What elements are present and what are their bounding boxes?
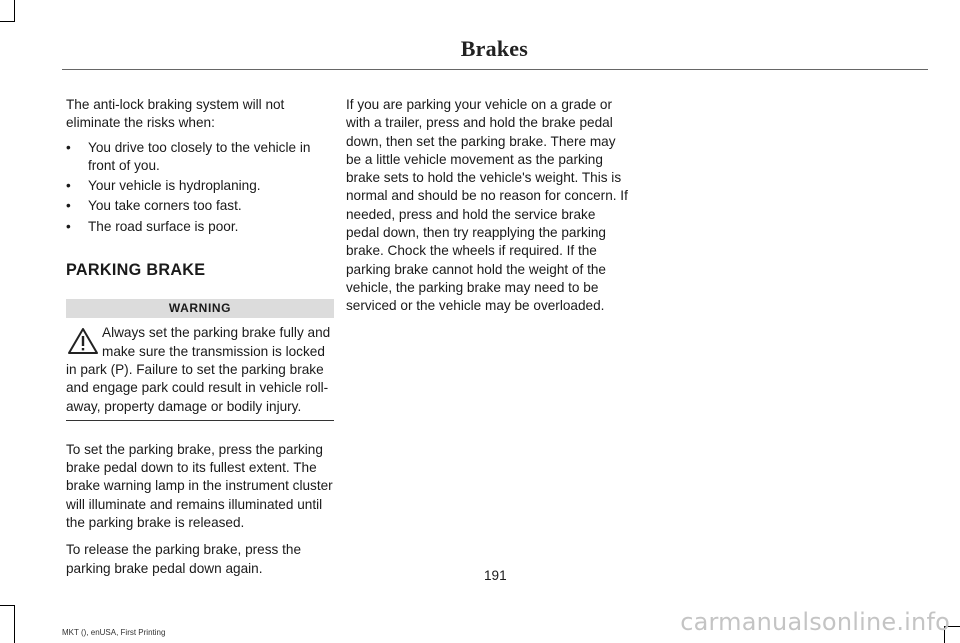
crop-mark-top-left xyxy=(14,0,15,22)
page-number: 191 xyxy=(484,568,507,583)
edition-footer: MKT (), enUSA, First Printing xyxy=(62,628,166,637)
set-parking-brake-text: To set the parking brake, press the parking brake pedal down to its fullest extent. The brake warning lamp in the instrument cluster will illuminate and remains illuminated until the parking brake is released. xyxy=(66,441,333,531)
list-item xyxy=(66,197,338,215)
left-column xyxy=(66,96,338,578)
bullet-icon: • xyxy=(66,139,71,155)
parking-brake-instructions xyxy=(66,441,338,578)
bullet-icon: • xyxy=(66,198,71,214)
list-item xyxy=(66,218,338,236)
warning-triangle-icon xyxy=(66,326,100,356)
list-item xyxy=(66,139,338,176)
crop-mark-bottom-left xyxy=(0,605,14,606)
page-title: Brakes xyxy=(460,36,528,61)
risk-list xyxy=(66,139,338,236)
abs-intro-text: The anti-lock braking system will not eliminate the risks when: xyxy=(66,97,285,131)
header-divider xyxy=(62,69,928,70)
grade-parking-text: If you are parking your vehicle on a grade or with a trailer, press and hold the brake pedal down, then set the parking brake. There may be a little vehicle movement as the parking brake sets to hold the vehicle's weight. This is normal and should be no reason for concern. If needed, press and hold the service brake pedal down, then try reapplying the parking brake. Chock the wheels if required. If the parking brake cannot hold the weight of the vehicle, the parking brake may need to be serviced or the vehicle may be overloaded. xyxy=(346,97,628,314)
watermark: carmanualsonline.info xyxy=(680,608,950,636)
warning-text: Always set the parking brake fully and make sure the transmission is locked in park (P). Failure to set the parking brake and engage park could result in vehicle roll-away, property damage or bodily injury. xyxy=(66,325,331,414)
warning-label: WARNING xyxy=(66,299,334,318)
bullet-icon: • xyxy=(66,178,71,194)
bullet-icon: • xyxy=(66,218,71,234)
list-item xyxy=(66,177,338,195)
list-item-text: The road surface is poor. xyxy=(88,218,239,234)
list-item-text: You take corners too fast. xyxy=(88,198,242,214)
right-column xyxy=(346,96,632,316)
warning-box xyxy=(66,299,334,420)
crop-mark-top-left xyxy=(0,21,14,22)
section-heading: PARKING BRAKE xyxy=(66,261,206,280)
warning-body xyxy=(66,324,334,420)
crop-mark-bottom-left xyxy=(14,605,15,643)
list-item-text: You drive too closely to the vehicle in front of you. xyxy=(88,139,311,173)
list-item-text: Your vehicle is hydroplaning. xyxy=(88,178,261,194)
release-parking-brake-text: To release the parking brake, press the parking brake pedal down again. xyxy=(66,542,302,576)
